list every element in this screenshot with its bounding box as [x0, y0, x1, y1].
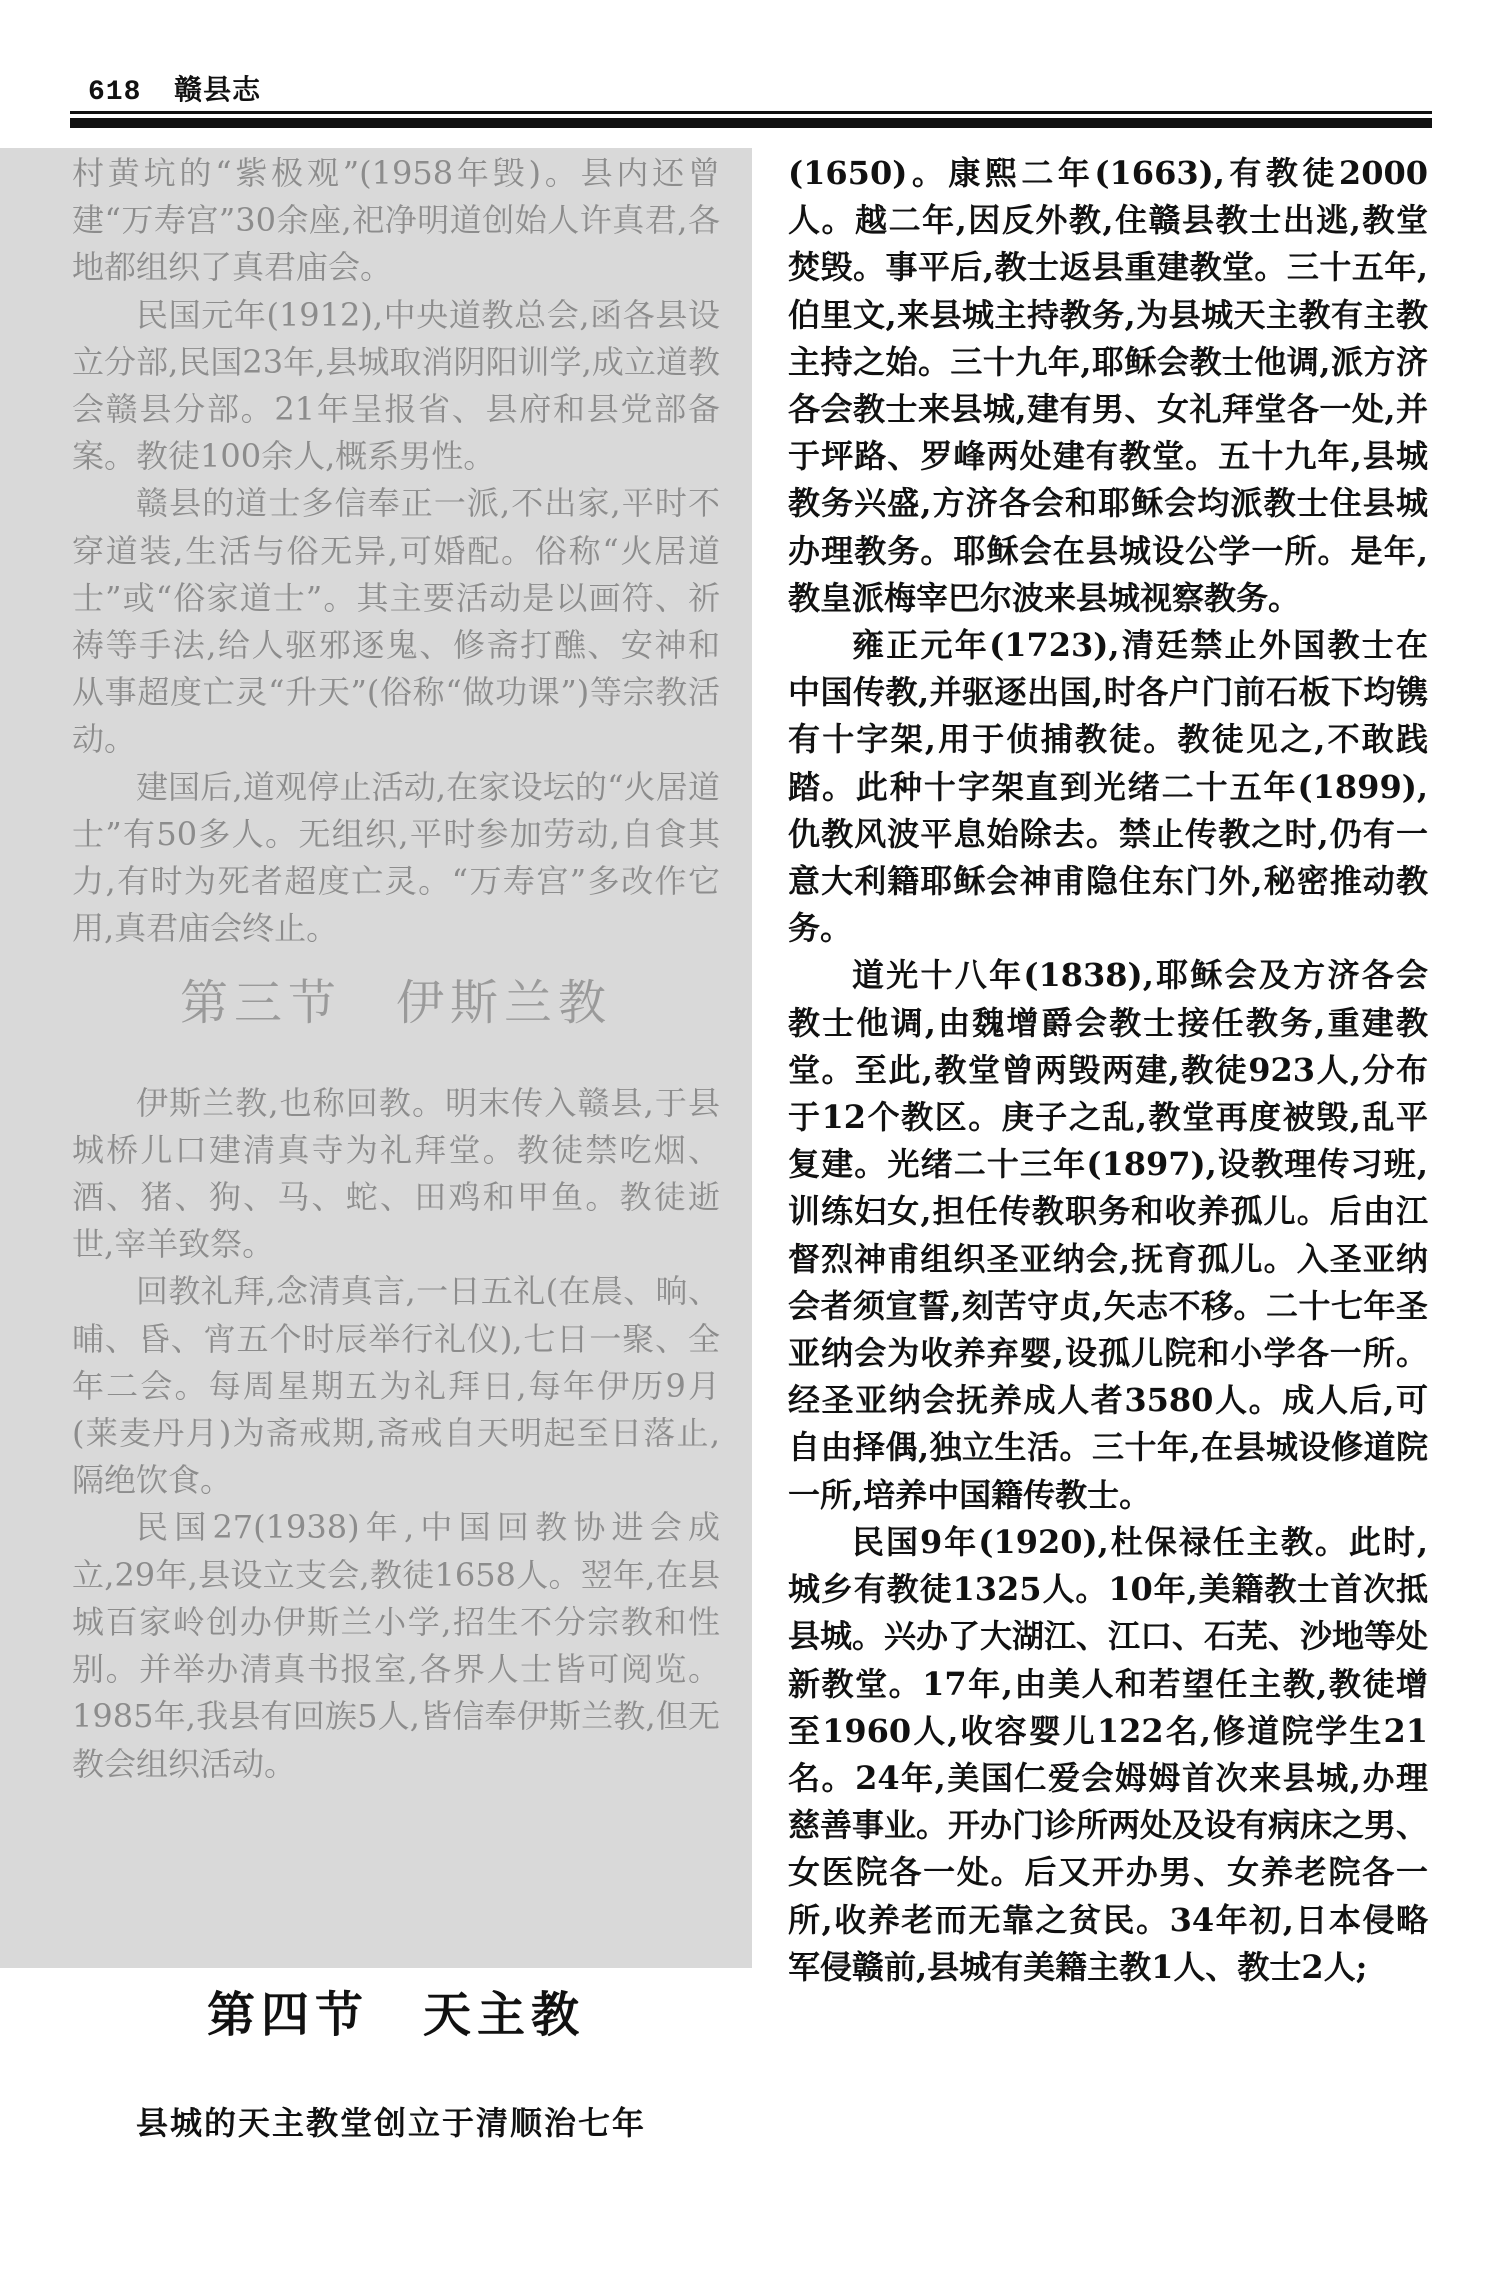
section-3-title: 第三节 伊斯兰教: [179, 975, 612, 1032]
section-3-paragraph-1: 伊斯兰教,也称回教。明末传入赣县,于县城桥儿口建清真寺为礼拜堂。教徒禁吃烟、酒、猪、狗、马、蛇、田鸡和甲鱼。教徒逝世,宰羊致祭。: [72, 1083, 720, 1264]
section-4-first-line: 县城的天主教堂创立于清顺治七年: [136, 2104, 647, 2142]
right-paragraph-4: 民国9年(1920),杜保禄任主教。此时,城乡有教徒1325人。10年,美籍教士首次抵县城。兴办了大湖江、江口、石芜、沙地等处新教堂。17年,由美人和若望任主教,教徒增至1960人,收容婴儿122名,修道院学生21名。24年,美国仁爱会姆姆首次来县城,办理慈善事业。开办门诊所两处及设有病床之男、女医院各一处。后又开办男、女养老院各一所,收养老而无靠之贫民。34年初,日本侵略军侵赣前,县城有美籍主教1人、教士2人;: [788, 1522, 1429, 1986]
page-number: 618: [88, 77, 142, 108]
page-header: [88, 68, 261, 108]
left-paragraph-2: 民国元年(1912),中央道教总会,函各县设立分部,民国23年,县城取消阴阳训学,成立道教会赣县分部。21年呈报省、县府和县党部备案。教徒100余人,概系男性。: [72, 295, 720, 476]
right-paragraph-3: 道光十八年(1838),耶稣会及方济各会教士他调,由魏增爵会教士接任教务,重建教堂。至此,教堂曾两毁两建,教徒923人,分布于12个教区。庚子之乱,教堂再度被毁,乱平复建。光绪二十三年(1897),设教理传习班,训练妇女,担任传教职务和收养孤儿。后由江督烈神甫组织圣亚纳会,抚育孤儿。入圣亚纳会者须宣誓,刻苦守贞,矢志不移。二十七年圣亚纳会为收养弃婴,设孤儿院和小学各一所。经圣亚纳会抚养成人者3580人。成人后,可自由择偶,独立生活。三十年,在县城设修道院一所,培养中国籍传教士。: [788, 956, 1428, 1514]
header-rule-thick: [70, 118, 1432, 128]
section-4-title: 第四节 天主教: [206, 1987, 585, 2043]
right-paragraph-2: 雍正元年(1723),清廷禁止外国教士在中国传教,并驱逐出国,时各户门前石板下均镌有十字架,用于侦捕教徒。教徒见之,不敢践踏。此种十字架直到光绪二十五年(1899),仇教风波平息始除去。禁止传教之时,仍有一意大利籍耶稣会神甫隐住东门外,秘密推动教务。: [788, 626, 1428, 948]
left-paragraph-3: 赣县的道士多信奉正一派,不出家,平时不穿道装,生活与俗无异,可婚配。俗称“火居道士”或“俗家道士”。其主要活动是以画符、祈祷等手法,给人驱邪逐鬼、修斋打醮、安神和从事超度亡灵“升天”(俗称“做功课”)等宗教活动。: [72, 484, 720, 759]
right-column: [788, 150, 1428, 1991]
left-paragraph-1: 村黄坑的“紫极观”(1958年毁)。县内还曾建“万寿宫”30余座,祀净明道创始人许真君,各地都组织了真君庙会。: [72, 154, 720, 287]
left-paragraph-4: 建国后,道观停止活动,在家设坛的“火居道士”有50多人。无组织,平时参加劳动,自食其力,有时为死者超度亡灵。“万寿宫”多改作它用,真君庙会终止。: [72, 767, 720, 948]
right-paragraph-1: (1650)。康熙二年(1663),有教徒2000人。越二年,因反外教,住赣县教士出逃,教堂焚毁。事平后,教士返县重建教堂。三十五年,伯里文,来县城主持教务,为县城天主教有主教主持之始。三十九年,耶稣会教士他调,派方济各会教士来县城,建有男、女礼拜堂各一处,并于坪路、罗峰两处建有教堂。五十九年,县城教务兴盛,方济各会和耶稣会均派教士住县城办理教务。耶稣会在县城设公学一所。是年,教皇派梅宰巴尔波来县城视察教务。: [788, 154, 1428, 617]
section-3-paragraph-2: 回教礼拜,念清真言,一日五礼(在晨、晌、晡、昏、宵五个时辰举行礼仪),七日一聚、全年二会。每周星期五为礼拜日,每年伊历9月(莱麦丹月)为斋戒期,斋戒自天明起至日落止,隔绝饮食。: [72, 1272, 720, 1500]
header-rule-thin: [70, 111, 1432, 114]
section-3-paragraph-3: 民国27(1938)年,中国回教协进会成立,29年,县设立支会,教徒1658人。翌年,在县城百家岭创办伊斯兰小学,招生不分宗教和性别。并举办清真书报室,各界人士皆可阅览。1985年,我县有回族5人,皆信奉伊斯兰教,但无教会组织活动。: [72, 1508, 720, 1783]
book-title: 赣县志: [174, 73, 262, 106]
left-column: [72, 150, 720, 1788]
